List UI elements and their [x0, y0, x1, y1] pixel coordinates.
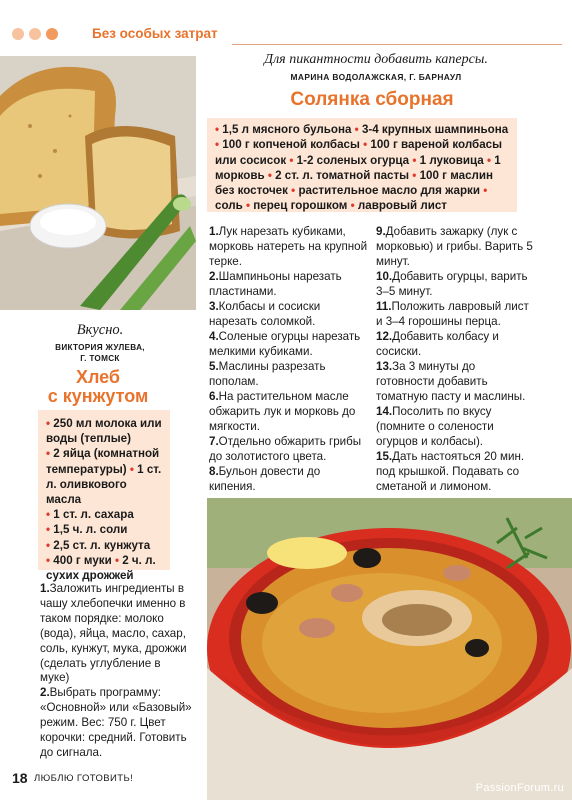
watermark: PassionForum.ru — [475, 782, 564, 794]
list-item: • 1,5 ч. л. соли — [46, 523, 128, 537]
list-item: • 1 ст. л. сахара — [46, 508, 134, 522]
list-item: перец горошком — [253, 199, 348, 213]
list-item: 14.Посолить по вкусу (помните о солености огурцов и колбасы). — [376, 405, 494, 448]
bread-ingredients-box — [38, 410, 170, 583]
list-item: 100 г маслин без косточек — [215, 168, 494, 198]
list-item: 100 г копченой колбасы — [222, 138, 360, 152]
solyanka-steps-right — [376, 224, 534, 494]
page-number: 18 — [12, 770, 28, 786]
bread-title-line2: с кунжутом — [47, 386, 149, 406]
divider — [232, 44, 562, 45]
list-item: 2.Выбрать программу: «Основной» или «Базовый» режим. Вес: 750 г. Цвет корочки: средний. Готовить до сигнала. — [40, 686, 192, 759]
dot-icon — [12, 28, 24, 40]
list-item: лавровый лист — [357, 199, 447, 213]
list-item: 5.Маслины разрезать пополам. — [209, 360, 326, 388]
list-item: • 2 яйца (комнатной температуры) • 1 ст. л. оливкового масла — [46, 447, 162, 507]
list-item: 3-4 крупных шампиньона — [361, 123, 509, 136]
list-item: растительное масло для жарки — [298, 184, 480, 198]
list-item: 7.Отдельно обжарить грибы до золотистого цвета. — [209, 435, 362, 463]
list-item: 3.Колбасы и сосиски нарезать соломкой. — [209, 300, 321, 328]
list-item: 4.Соленые огурцы нарезать мелкими кубиками. — [209, 330, 361, 358]
solyanka-tip: Для пикантности добавить каперсы. — [264, 52, 488, 67]
list-item: • 2,5 ст. л. кунжута — [46, 538, 151, 552]
dot-icon — [46, 28, 58, 40]
section-title: Без особых затрат — [92, 26, 218, 41]
list-item: 13.За 3 минуты до готовности добавить томатную пасту и маслины. — [376, 360, 526, 403]
list-item: 1 морковь — [215, 153, 501, 182]
list-item: 2 ст. л. томатной пасты — [275, 168, 410, 182]
bread-quote: Вкусно. — [76, 322, 124, 338]
list-item: 1.Заложить ингредиенты в чашу хлебопечки именно в таком порядке: молоко (вода), яйца, масло, сахар, соль, кунжут, мука, дрожжи (сделать углубление в муке) — [40, 582, 187, 685]
section-dots — [12, 28, 58, 40]
list-item: 11.Положить лавровый лист и 3–4 горошины перца. — [376, 300, 529, 328]
list-item: 15.Дать настояться 20 мин. под крышкой. Подавать со сметаной и лимоном. — [376, 450, 525, 493]
list-item: 10.Добавить огурцы, варить 3–5 минут. — [376, 270, 528, 298]
list-item: • 400 г муки • 2 ч. л. сухих дрожжей — [46, 553, 156, 583]
solyanka-ingredients-box — [207, 118, 517, 212]
bread-author-name: ВИКТОРИЯ ЖУЛЕВА, — [55, 343, 145, 352]
list-item: соль — [215, 199, 243, 213]
solyanka-ingredients-list: • 1,5 л мясного бульона • 3-4 крупных шампиньона • 100 г копченой колбасы • 100 г вареной колбасы или сосисок • 1-2 соленых огурца • 1 луковица • 1 морковь • 2 ст. л. томатной пасты • 100 г маслин без косточек • растительное масло для жарки • соль • перец горошком • лавровый лист — [215, 123, 509, 213]
list-item: 2.Шампиньоны нарезать пластинами. — [209, 270, 342, 298]
list-item: 1 луковица — [419, 153, 484, 167]
magazine-name: ЛЮБЛЮ ГОТОВИТЬ! — [34, 773, 134, 784]
list-item: 6.На растительном масле обжарить лук и морковь до мягкости. — [209, 390, 356, 433]
bread-author-city: Г. ТОМСК — [80, 354, 120, 363]
list-item: 12.Добавить колбасу и сосиски. — [376, 330, 499, 358]
bread-ingredients-list — [46, 416, 162, 583]
bread-photo — [0, 56, 196, 310]
list-item: 1.Лук нарезать кубиками, морковь натереть на крупной терке. — [209, 225, 368, 268]
list-item: 1-2 соленых огурца — [296, 153, 410, 167]
solyanka-steps-left — [209, 224, 369, 494]
bread-title — [0, 368, 196, 406]
dot-icon — [29, 28, 41, 40]
soup-photo — [207, 498, 572, 800]
list-item: • 250 мл молока или воды (теплые) — [46, 417, 162, 446]
bread-title-line1: Хлеб — [75, 367, 121, 387]
solyanka-author: МАРИНА ВОДОЛАЖСКАЯ, Г. БАРНАУЛ — [290, 72, 462, 82]
list-item: 1,5 л мясного бульона — [222, 123, 352, 136]
solyanka-title: Солянка сборная — [290, 89, 454, 110]
list-item: 8.Бульон довести до кипения. — [209, 465, 321, 493]
list-item: 100 г вареной колбасы или сосисок — [215, 138, 503, 167]
bread-steps — [40, 582, 192, 761]
list-item: 9.Добавить зажарку (лук с морковью) и грибы. Варить 5 минут. — [376, 225, 533, 268]
